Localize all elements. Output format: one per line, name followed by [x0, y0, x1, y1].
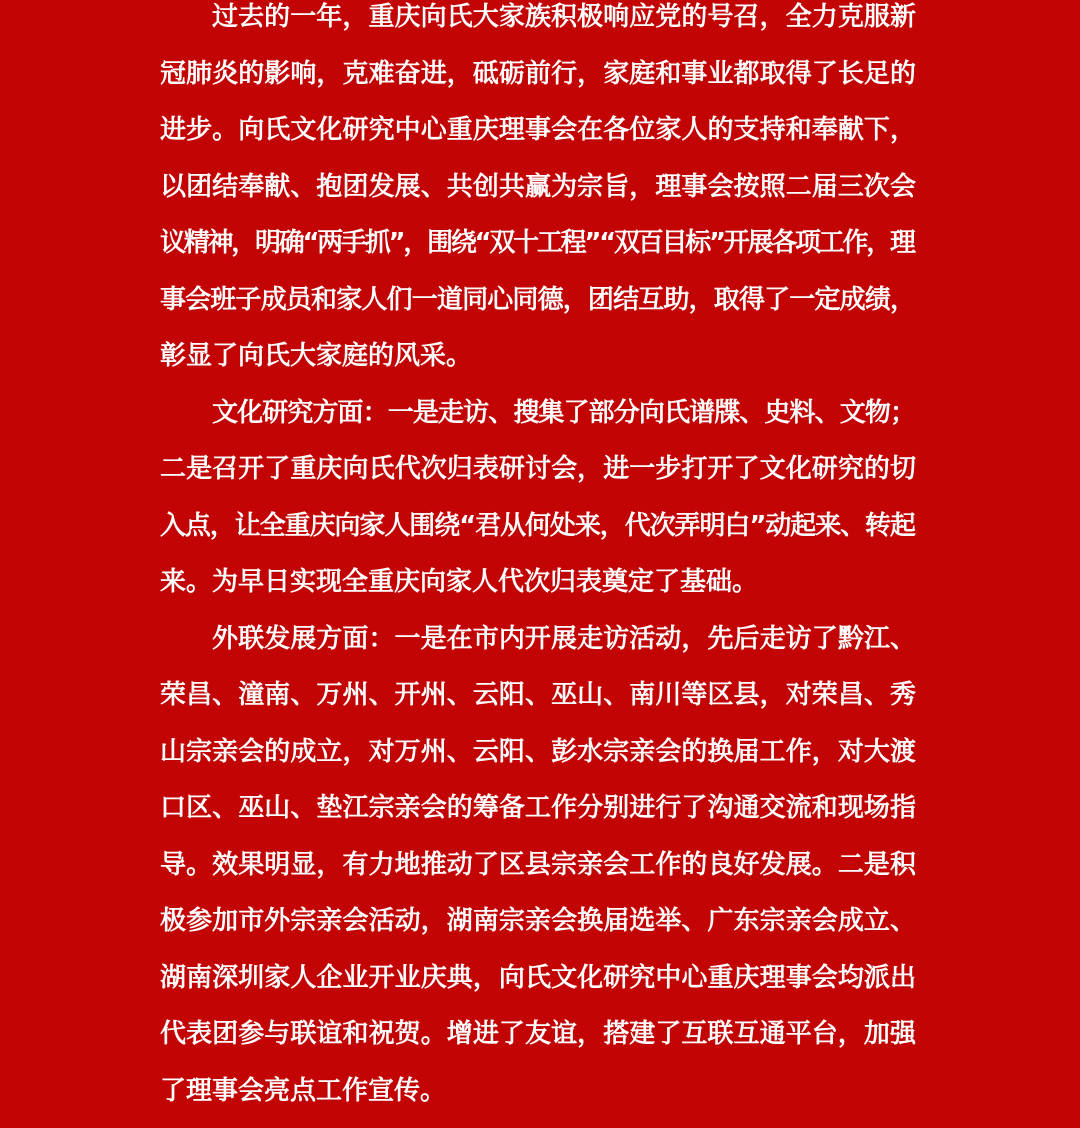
text-line: [160, 950, 916, 1007]
text-line-content: 进步。向氏文化研究中心重庆理事会在各位家人的支持和奉献下，: [160, 115, 917, 145]
text-line-content: 彰显了向氏大家庭的风采。: [160, 341, 473, 371]
text-line-content: 湖南深圳家人企业开业庆典，向氏文化研究中心重庆理事会均派出: [160, 962, 917, 993]
text-line-content: 了理事会亮点工作宣传。: [160, 1075, 447, 1106]
text-line-content: 议精神，明确“两手抓”，围绕“双十工程”“双百目标”开展各项工作，理: [160, 228, 914, 258]
text-line-content: 文化研究方面：一是走访、搜集了部分向氏谱牒、史料、文物；: [212, 397, 916, 428]
text-line: [160, 441, 916, 498]
text-line-content: 入点，让全重庆向家人围绕“君从何处来，代次弄明白”动起来、转起: [160, 510, 915, 541]
text-line: [160, 893, 916, 950]
text-line-content: 以团结奉献、抱团发展、共创共赢为宗旨，理事会按照二届三次会: [160, 171, 917, 202]
text-line-content: 冠肺炎的影响，克难奋进，砥砺前行，家庭和事业都取得了长足的: [160, 58, 917, 89]
text-line-content: 外联发展方面：一是在市内开展走访活动，先后走访了黔江、: [212, 623, 917, 654]
text-line: [160, 46, 916, 103]
text-line-content: 极参加市外宗亲会活动，湖南宗亲会换届选举、广东宗亲会成立、: [160, 906, 917, 936]
text-line: [160, 837, 916, 894]
text-line: [160, 1006, 916, 1063]
article-text: [160, 0, 916, 1119]
text-line-content: 导。效果明显，有力地推动了区县宗亲会工作的良好发展。二是积: [160, 849, 917, 880]
text-line: [160, 215, 916, 272]
text-line: [160, 102, 916, 159]
text-line: [160, 667, 916, 724]
text-line-content: 口区、巫山、垫江宗亲会的筹备工作分别进行了沟通交流和现场指: [160, 793, 917, 823]
text-line: [160, 611, 916, 668]
text-line: [160, 385, 916, 442]
text-line: [160, 724, 916, 781]
text-line-content: 事会班子成员和家人们一道同心同德，团结互助，取得了一定成绩，: [160, 284, 916, 315]
text-line: [160, 554, 916, 611]
text-line-content: 荣昌、潼南、万州、开州、云阳、巫山、南川等区县，对荣昌、秀: [160, 680, 917, 710]
text-line: [160, 159, 916, 216]
text-line: [160, 498, 916, 555]
text-line: [160, 272, 916, 329]
text-line: [160, 328, 916, 385]
text-line: [160, 0, 916, 46]
text-line-content: 二是召开了重庆向氏代次归表研讨会，进一步打开了文化研究的切: [160, 454, 917, 484]
text-line: [160, 1063, 916, 1120]
text-line-content: 过去的一年，重庆向氏大家族积极响应党的号召，全力克服新: [212, 2, 917, 32]
text-line-content: 来。为早日实现全重庆向家人代次归表奠定了基础。: [160, 567, 759, 597]
text-line-content: 代表团参与联谊和祝贺。增进了友谊，搭建了互联互通平台，加强: [160, 1019, 917, 1049]
text-line-content: 山宗亲会的成立，对万州、云阳、彭水宗亲会的换届工作，对大渡: [160, 736, 917, 767]
text-line: [160, 780, 916, 837]
